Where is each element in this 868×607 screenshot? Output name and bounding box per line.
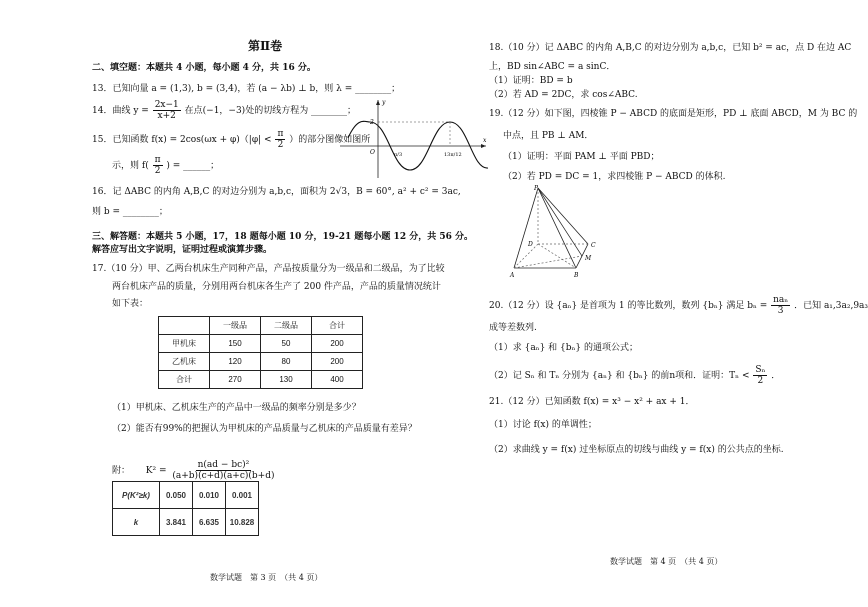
question-15-line2 bbox=[112, 155, 219, 176]
question-16-line2: 则 b = ________； bbox=[92, 207, 168, 217]
table-cell: P(K²≥k) bbox=[113, 482, 160, 509]
table-cell: 150 bbox=[210, 335, 261, 353]
q15-line2-post: ) = ______； bbox=[166, 161, 220, 171]
q14-post: 在点(−1，−3)处的切线方程为 ________； bbox=[184, 106, 357, 116]
section3-header: 三、解答题：本题共 5 小题，17，18 题每小题 10 分，19-21 题每小题 12 分，共 56 分。 bbox=[92, 232, 474, 242]
q20-p2-post: ． bbox=[771, 371, 781, 381]
edge-PB bbox=[538, 188, 576, 268]
label-B: B bbox=[574, 272, 579, 279]
graph-x-label: x bbox=[483, 137, 487, 144]
q15-line2-denominator: 2 bbox=[154, 166, 161, 176]
pyramid-figure bbox=[510, 184, 610, 284]
q14-pre: 14．曲线 y = bbox=[92, 106, 149, 116]
q20-denominator: 3 bbox=[777, 306, 784, 316]
table-cell: 80 bbox=[261, 353, 312, 371]
label-P: P bbox=[534, 185, 539, 192]
graph-tick2-label: 13π/12 bbox=[444, 152, 462, 158]
q20-fraction bbox=[771, 295, 790, 316]
question-17-part1: （1）甲机床、乙机床生产的产品中一级品的频率分别是多少？ bbox=[112, 403, 361, 413]
graph-y-label: y bbox=[382, 99, 386, 106]
formula-lhs: K² = bbox=[145, 466, 167, 476]
graph-amp-label: 2 bbox=[370, 119, 374, 126]
page-heading: 第Ⅱ卷 bbox=[248, 39, 283, 53]
table-cell: 200 bbox=[312, 353, 363, 371]
table-cell: 130 bbox=[261, 371, 312, 389]
table-cell: 3.841 bbox=[160, 509, 193, 536]
q20-pre: 20.（12 分）设 {aₙ} 是首项为 1 的等比数列，数列 {bₙ} 满足 bₙ = bbox=[489, 301, 768, 311]
edge-PC bbox=[538, 188, 588, 244]
q15-denominator: 2 bbox=[277, 140, 284, 150]
q15-post: ）的部分图像如图所 bbox=[289, 135, 371, 145]
appendix-formula bbox=[112, 460, 278, 481]
q20-post: ．已知 a₁,3a₂,9a₃ bbox=[794, 301, 868, 311]
graph-y-arrow bbox=[376, 100, 380, 105]
q15-line2-pre: 示，则 f( bbox=[112, 161, 149, 171]
formula-fraction bbox=[170, 460, 276, 481]
q15-numerator: π bbox=[277, 129, 284, 139]
question-20 bbox=[489, 295, 868, 316]
table-cell: 200 bbox=[312, 335, 363, 353]
q20-p2-pre: （2）记 Sₙ 和 Tₙ 分别为 {aₙ} 和 {bₙ} 的前n项和．证明：Tₙ < bbox=[489, 371, 750, 381]
left-footer: 数学试题 第 3 页 （共 4 页） bbox=[210, 573, 323, 582]
table-cell: 400 bbox=[312, 371, 363, 389]
question-21-part2: （2）求曲线 y = f(x) 过坐标原点的切线与曲线 y = f(x) 的公共点的坐标. bbox=[489, 445, 784, 455]
question-15 bbox=[92, 129, 370, 150]
table-cell: 120 bbox=[210, 353, 261, 371]
right-footer: 数学试题 第 4 页 （共 4 页） bbox=[610, 557, 723, 566]
q14-denominator: x+2 bbox=[157, 111, 176, 121]
question-17: 17.（10 分）甲、乙两台机床生产同种产品，产品按质量分为一级品和二级品，为了比较 bbox=[92, 264, 445, 274]
question-19-line2: 中点，且 PB ⊥ AM． bbox=[503, 131, 594, 141]
table-cell: 6.635 bbox=[193, 509, 226, 536]
table-cell: 乙机床 bbox=[159, 353, 210, 371]
question-16: 16．记 ΔABC 的内角 A,B,C 的对边分别为 a,b,c，面积为 2√3，B = 60°, a² + c² = 3ac, bbox=[92, 187, 461, 197]
table-header-cell: 一级品 bbox=[210, 317, 261, 335]
question-19: 19.（12 分）如下图，四棱锥 P − ABCD 的底面是矩形，PD ⊥ 底面 ABCD，M 为 BC 的 bbox=[489, 109, 858, 119]
question-17-part2: （2）能否有99%的把握认为甲机床的产品质量与乙机床的产品质量有差异？ bbox=[112, 424, 417, 434]
question-18-part1: （1）证明：BD = b bbox=[489, 76, 573, 86]
question-17-line3: 如下表： bbox=[112, 299, 149, 309]
label-C: C bbox=[591, 242, 596, 249]
q15-line2-numerator: π bbox=[154, 155, 161, 165]
table-cell: 甲机床 bbox=[159, 335, 210, 353]
table-row bbox=[113, 482, 259, 509]
table-cell: 0.050 bbox=[160, 482, 193, 509]
q20-p2-fraction bbox=[753, 365, 767, 386]
question-20-part2 bbox=[489, 365, 780, 386]
table-row bbox=[159, 371, 363, 389]
q15-line2-fraction bbox=[153, 155, 163, 176]
q15-pre: 15．已知函数 f(x) = 2cos(ωx + φ)（|φ| < bbox=[92, 135, 272, 145]
question-14 bbox=[92, 100, 356, 121]
question-18: 18.（10 分）记 ΔABC 的内角 A,B,C 的对边分别为 a,b,c，已知 b² = ac，点 D 在边 AC bbox=[489, 43, 852, 53]
table-row bbox=[113, 509, 259, 536]
segment-AM bbox=[514, 256, 582, 268]
q15-fraction bbox=[275, 129, 285, 150]
question-18-line2: 上，BD sin∠ABC = a sinC． bbox=[489, 62, 616, 72]
question-19-part2: （2）若 PD = DC = 1，求四棱锥 P − ABCD 的体积. bbox=[503, 172, 726, 182]
table-row bbox=[159, 353, 363, 371]
graph-origin-label: O bbox=[370, 149, 375, 156]
question-21: 21.（12 分）已知函数 f(x) = x³ − x² + ax + 1． bbox=[489, 397, 695, 407]
label-D: D bbox=[528, 241, 533, 248]
q14-numerator: 2x−1 bbox=[154, 100, 179, 110]
question-18-part2: （2）若 AD = 2DC，求 cos∠ABC. bbox=[489, 90, 638, 100]
q14-fraction bbox=[153, 100, 181, 121]
critical-value-table bbox=[112, 481, 259, 536]
table-header-cell bbox=[159, 317, 210, 335]
table-cell: k bbox=[113, 509, 160, 536]
question-19-part1: （1）证明：平面 PAM ⊥ 平面 PBD； bbox=[503, 152, 660, 162]
table-cell: 270 bbox=[210, 371, 261, 389]
table-cell: 50 bbox=[261, 335, 312, 353]
table-cell: 合计 bbox=[159, 371, 210, 389]
question-21-part1: （1）讨论 f(x) 的单调性； bbox=[489, 420, 597, 430]
table-header-cell: 合计 bbox=[312, 317, 363, 335]
q20-p2-numerator: Sₙ bbox=[755, 365, 766, 375]
q20-numerator: naₙ bbox=[773, 295, 789, 305]
section2-header: 二、填空题：本题共 4 小题，每小题 4 分，共 16 分。 bbox=[92, 63, 316, 73]
question-17-line2: 两台机床产品的质量，分别用两台机床各生产了 200 件产品，产品的质量情况统计 bbox=[112, 282, 441, 292]
appendix-label: 附： bbox=[112, 466, 131, 476]
table-cell: 10.828 bbox=[226, 509, 259, 536]
cosine-graph bbox=[340, 98, 490, 180]
table-cell: 0.001 bbox=[226, 482, 259, 509]
formula-numerator: n(ad − bc)² bbox=[197, 460, 250, 470]
table-header-cell: 二级品 bbox=[261, 317, 312, 335]
label-M: M bbox=[585, 255, 592, 262]
table-header-row bbox=[159, 317, 363, 335]
table-cell: 0.010 bbox=[193, 482, 226, 509]
formula-denominator: (a+b)(c+d)(a+c)(b+d) bbox=[172, 471, 275, 481]
frequency-table bbox=[158, 316, 363, 389]
graph-x-arrow bbox=[481, 144, 486, 148]
question-20-line2: 成等差数列. bbox=[489, 323, 537, 333]
label-A: A bbox=[510, 272, 515, 279]
q20-p2-denominator: 2 bbox=[757, 376, 764, 386]
segment-PM bbox=[538, 188, 582, 256]
question-20-part1: （1）求 {aₙ} 和 {bₙ} 的通项公式； bbox=[489, 343, 638, 353]
graph-tick1-label: π/3 bbox=[394, 152, 403, 158]
table-row bbox=[159, 335, 363, 353]
question-13: 13．已知向量 a = (1,3), b = (3,4)，若 (a − λb) ⊥ b，则 λ = ________； bbox=[92, 84, 401, 94]
section3-header-line2: 解答应写出文字说明，证明过程或演算步骤。 bbox=[92, 245, 273, 255]
